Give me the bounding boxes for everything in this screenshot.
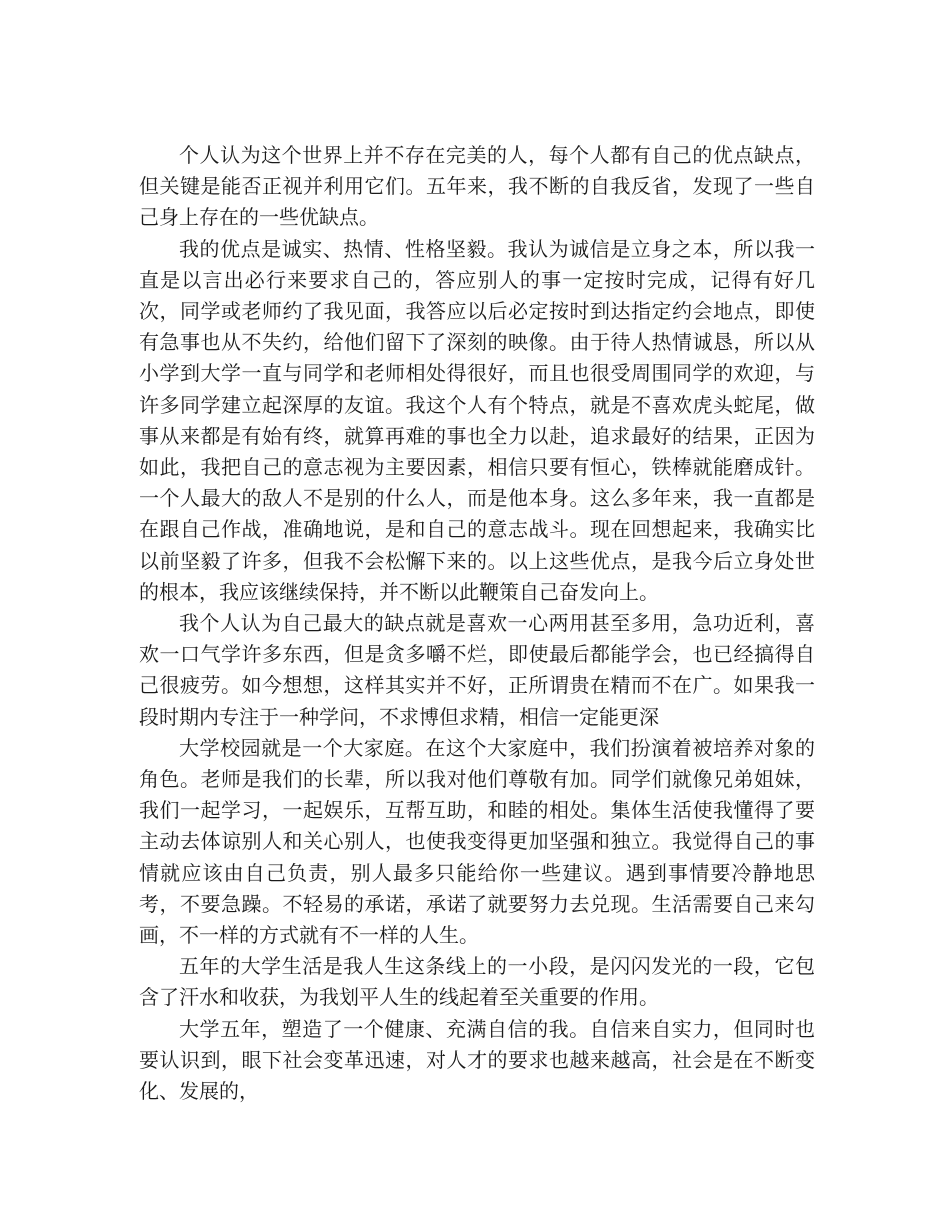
paragraph-confidence: 大学五年，塑造了一个健康、充满自信的我。自信来自实力，但同时也要认识到，眼下社会变革迅速，对人才的要求也越来越高，社会是在不断变化、发展的， [139,1016,815,1104]
paragraph-five-years: 五年的大学生活是我人生这条线上的一小段，是闪闪发光的一段，它包含了汗水和收获，为我划平人生的线起着至关重要的作用。 [139,954,815,1010]
document-body [139,140,815,1107]
paragraph-campus-family: 大学校园就是一个大家庭。在这个大家庭中，我们扮演着被培养对象的角色。老师是我们的长辈，所以我对他们尊敬有加。同学们就像兄弟姐妹，我们一起学习，一起娱乐，互帮互助，和睦的相处。集体生活使我懂得了要主动去体谅别人和关心别人，也使我变得更加坚强和独立。我觉得自己的事情就应该由自己负责，别人最多只能给你一些建议。遇到事情要冷静地思考，不要急躁。不轻易的承诺，承诺了就要努力去兑现。生活需要自己来勾画，不一样的方式就有不一样的人生。 [139,735,815,948]
paragraph-strengths: 我的优点是诚实、热情、性格坚毅。我认为诚信是立身之本，所以我一直是以言出必行来要求自己的，答应别人的事一定按时完成，记得有好几次，同学或老师约了我见面，我答应以后必定按时到达指定约会地点，即使有急事也从不失约，给他们留下了深刻的映像。由于待人热情诚恳，所以从小学到大学一直与同学和老师相处得很好，而且也很受周围同学的欢迎，与许多同学建立起深厚的友谊。我这个人有个特点，就是不喜欢虎头蛇尾，做事从来都是有始有终，就算再难的事也全力以赴，追求最好的结果，正因为如此，我把自己的意志视为主要因素，相信只要有恒心，铁棒就能磨成针。一个人最大的敌人不是别的什么人，而是他本身。这么多年来，我一直都是在跟自己作战，准确地说，是和自己的意志战斗。现在回想起来，我确实比以前坚毅了许多，但我不会松懈下来的。以上这些优点，是我今后立身处世的根本，我应该继续保持，并不断以此鞭策自己奋发向上。 [139,236,815,604]
paragraph-weaknesses: 我个人认为自己最大的缺点就是喜欢一心两用甚至多用，急功近利，喜欢一口气学许多东西，但是贪多嚼不烂，即使最后都能学会，也已经搞得自己很疲劳。如今想想，这样其实并不好，正所谓贵在精而不在广。如果我一段时期内专注于一种学问，不求博但求精，相信一定能更深 [139,611,815,729]
paragraph-self-reflection: 个人认为这个世界上并不存在完美的人，每个人都有自己的优点缺点，但关键是能否正视并利用它们。五年来，我不断的自我反省，发现了一些自己身上存在的一些优缺点。 [139,143,815,230]
